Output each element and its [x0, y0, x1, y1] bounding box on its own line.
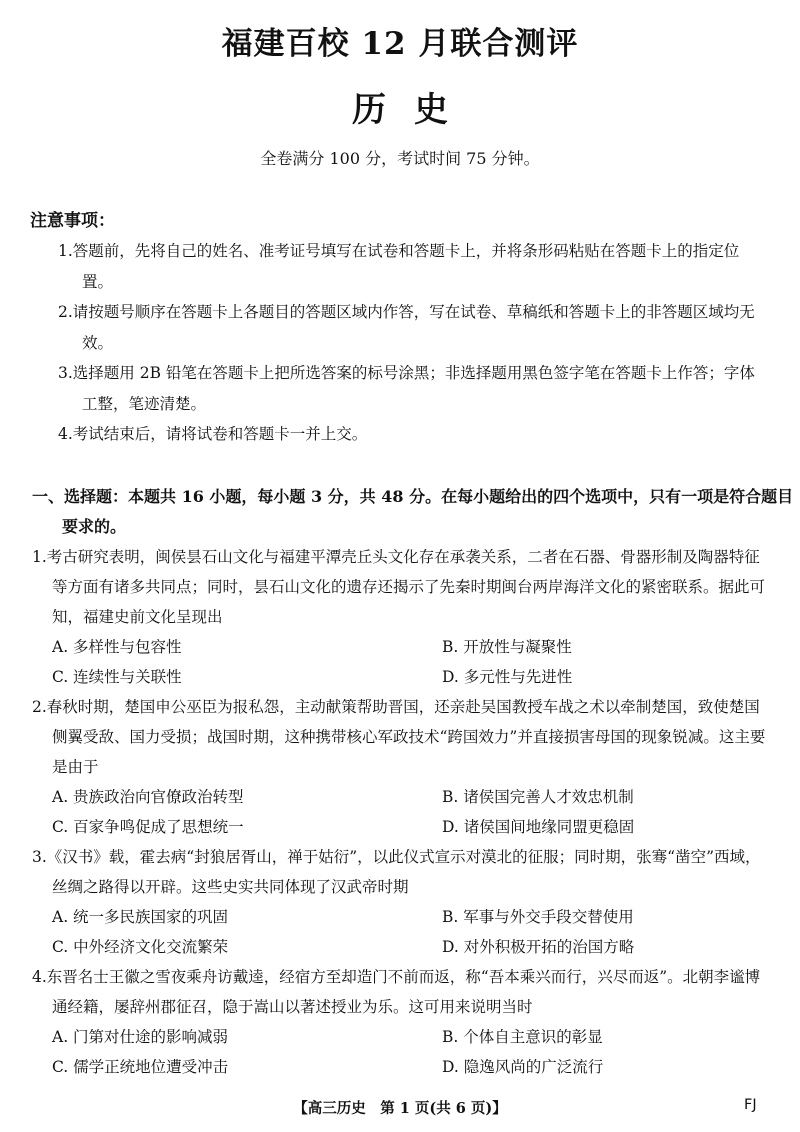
- option-c: C. 百家争鸣促成了思想统一: [52, 818, 244, 836]
- option-d: D. 多元性与先进性: [442, 668, 573, 686]
- subject-title: 历史: [352, 90, 476, 130]
- option-c: C. 连续性与关联性: [52, 668, 182, 686]
- question-list: [32, 542, 772, 1082]
- region-code: FJ: [744, 1097, 757, 1113]
- question-3: [32, 842, 772, 962]
- option-b: B. 开放性与凝聚性: [442, 638, 572, 656]
- notice-list: [58, 236, 770, 450]
- option-d: D. 诸侯国间地缘同盟更稳固: [442, 818, 635, 836]
- question-2: [32, 692, 772, 842]
- notice-heading: 注意事项：: [30, 211, 115, 231]
- question-options: [32, 902, 772, 962]
- question-1: [32, 542, 772, 692]
- question-stem: 3.《汉书》载，霍去病“封狼居胥山，禅于姑衍”，以此仪式宣示对漠北的征服；同时期，张骞“凿空”西域，丝绸之路得以开辟。这些史实共同体现了汉武帝时期: [32, 848, 761, 896]
- option-c: C. 儒学正统地位遭受冲击: [52, 1058, 229, 1076]
- option-b: B. 军事与外交手段交替使用: [442, 908, 634, 926]
- question-stem: 4.东晋名士王徽之雪夜乘舟访戴逵，经宿方至却造门不前而返，称“吾本乘兴而行，兴尽而返”。北朝李谧博通经籍，屡辞州郡征召，隐于嵩山以著述授业为乐。这可用来说明当时: [32, 968, 761, 1016]
- notice-item: 1.答题前，先将自己的姓名、准考证号填写在试卷和答题卡上，并将条形码粘贴在答题卡上的指定位置。: [58, 242, 740, 291]
- option-b: B. 诸侯国完善人才效忠机制: [442, 788, 634, 806]
- question-options: [32, 1022, 772, 1082]
- option-a: A. 统一多民族国家的巩固: [52, 908, 229, 926]
- notice-item: 2.请按题号顺序在答题卡上各题目的答题区域内作答，写在试卷、草稿纸和答题卡上的非答题区域均无效。: [58, 303, 755, 352]
- question-stem: 1.考古研究表明，闽侯昙石山文化与福建平潭壳丘头文化存在承袭关系，二者在石器、骨器形制及陶器特征等方面有诸多共同点；同时，昙石山文化的遗存还揭示了先秦时期闽台两岸海洋文化的紧密联系。据此可知，福建史前文化呈现出: [32, 548, 766, 626]
- option-d: D. 隐逸风尚的广泛流行: [442, 1058, 604, 1076]
- notice-item: 4.考试结束后，请将试卷和答题卡一并上交。: [58, 425, 368, 443]
- section-heading: 一、选择题：本题共 16 小题，每小题 3 分，共 48 分。在每小题给出的四个选项中，只有一项是符合题目要求的。: [32, 487, 794, 536]
- question-stem: 2.春秋时期，楚国申公巫臣为报私怨，主动献策帮助晋国，还亲赴吴国教授车战之术以牵制楚国，致使楚国侧翼受敌、国力受损；战国时期，这种携带核心军政技术“跨国效力”并直接损害母国的现象锐减。这主要是由于: [32, 698, 766, 776]
- option-a: A. 多样性与包容性: [52, 638, 182, 656]
- option-a: A. 贵族政治向官僚政治转型: [52, 788, 244, 806]
- option-a: A. 门第对仕途的影响减弱: [52, 1028, 229, 1046]
- exam-info: 全卷满分 100 分，考试时间 75 分钟。: [260, 149, 540, 168]
- notice-item: 3.选择题用 2B 铅笔在答题卡上把所选答案的标号涂黑；非选择题用黑色签字笔在答题卡上作答；字体工整，笔迹清楚。: [58, 364, 755, 413]
- option-b: B. 个体自主意识的彰显: [442, 1028, 603, 1046]
- exam-title: 福建百校 12 月联合测评: [221, 26, 579, 62]
- option-d: D. 对外积极开拓的治国方略: [442, 938, 635, 956]
- page-footer: 【高三历史 第 1 页(共 6 页)】: [293, 1100, 507, 1117]
- question-4: [32, 962, 772, 1082]
- question-options: [32, 632, 772, 692]
- question-options: [32, 782, 772, 842]
- option-c: C. 中外经济文化交流繁荣: [52, 938, 229, 956]
